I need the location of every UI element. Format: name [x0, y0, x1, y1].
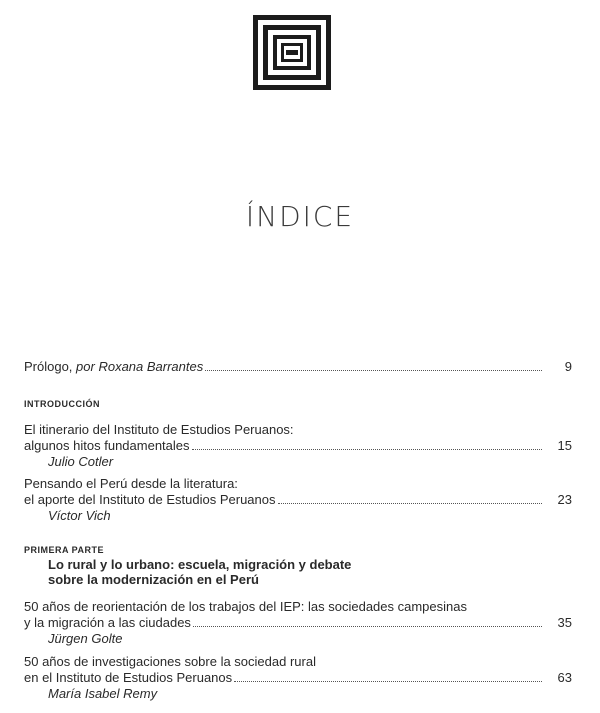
section-heading-introduccion: INTRODUCCIÓN: [24, 399, 100, 409]
entry-author: María Isabel Remy: [48, 686, 158, 701]
dot-leader: [278, 503, 543, 504]
dot-leader: [192, 449, 542, 450]
entry-title-line1: 50 años de investigaciones sobre la sociedad rural: [24, 654, 316, 669]
toc-entry[interactable]: [24, 654, 572, 702]
toc-entry[interactable]: [24, 476, 572, 524]
entry-author: Julio Cotler: [48, 454, 114, 469]
entry-title-line2: en el Instituto de Estudios Peruanos: [24, 670, 233, 685]
page-title: ÍNDICE: [245, 200, 355, 233]
page-number: 35: [557, 615, 572, 630]
dot-leader: [205, 370, 542, 371]
section-heading-primera-parte: PRIMERA PARTE: [24, 545, 105, 555]
entry-title-line1: 50 años de reorientación de los trabajos del IEP: las sociedades campesinas: [24, 599, 467, 614]
prologo-por: por: [76, 359, 99, 374]
concentric-squares-logo-icon: [253, 15, 331, 90]
toc-entry[interactable]: [24, 422, 572, 470]
toc-entry-prologo[interactable]: [24, 359, 572, 375]
entry-title-line2: y la migración a las ciudades: [24, 615, 191, 630]
entry-title-line1: Pensando el Perú desde la literatura:: [24, 476, 238, 491]
part-subtitle-line2: sobre la modernización en el Perú: [48, 572, 259, 587]
page-number: 23: [557, 492, 572, 507]
dot-leader: [193, 626, 542, 627]
toc-entry[interactable]: [24, 599, 572, 647]
page-number: 9: [564, 359, 572, 374]
prologo-author: Roxana Barrantes: [98, 359, 204, 374]
entry-author: Víctor Vich: [48, 508, 111, 523]
entry-title-line2: algunos hitos fundamentales: [24, 438, 190, 453]
entry-title-line2: el aporte del Instituto de Estudios Peruanos: [24, 492, 276, 507]
page-number: 63: [557, 670, 572, 685]
entry-title-line1: El itinerario del Instituto de Estudios Peruanos:: [24, 422, 294, 437]
entry-author: Jürgen Golte: [48, 631, 123, 646]
prologo-label: Prólogo,: [24, 359, 77, 374]
page-number: 15: [557, 438, 572, 453]
dot-leader: [234, 681, 542, 682]
part-subtitle-line1: Lo rural y lo urbano: escuela, migración y debate: [48, 557, 352, 572]
